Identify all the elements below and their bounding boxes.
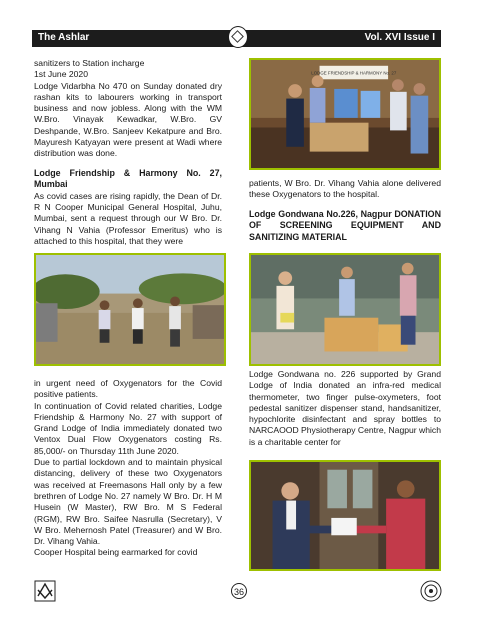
grand-lodge-seal-icon [420, 580, 442, 602]
paragraph: In continuation of Covid related charities, Lodge Friendship & Harmony No. 27 with support of Grand Lodge of India immediately donated two Ventox Dual Flow Oxygenators costing Rs. 85,000/- on Thursday 11th June 2020. [34, 400, 222, 456]
photo-handover-handshake [249, 460, 441, 571]
right-text [249, 178, 441, 243]
lodge-emblem-icon [228, 26, 248, 48]
paragraph: As covid cases are rising rapidly, the Dean of Dr. R N Cooper Municipal General Hospital, Juhu, Mumbai, sent a request through our W Bro. Dr. Vihang N Vahia (Professor Emeritus) who is attached to this hospital, that they were [34, 190, 222, 246]
paragraph: Due to partial lockdown and to maintain physical distancing, delivery of these two Oxygenators was received at Freemasons Hall only by a few brethren of Lodge No. 27 namely W Bro. Dr. H M Husein (W Master), RW Bro. M S Federal (RGM), RW Bro. Saifee Nasrulla (Secretary), V W Bro. Mehernosh Patel (Treasurer) and W Bro. Dr. Vihang Vahia. [34, 457, 222, 547]
paragraph: patients, W Bro. Dr. Vihang Vahia alone delivered these Oxygenators to the hospital. [249, 178, 441, 200]
date-line: 1st June 2020 [34, 69, 88, 80]
photo-screening-equipment-donation [249, 253, 441, 366]
photo-rashan-distribution [34, 253, 226, 366]
friendship-continued-text [34, 378, 222, 559]
paragraph: sanitizers to Station incharge [34, 58, 145, 68]
gondwana-text [249, 369, 441, 448]
paragraph: Lodge Vidarbha No 470 on Sunday donated dry rashan kits to labourers working in transport business and now jobless. Along with the WM W.Bro. Vinayak Kewadkar, W.Bro. GV Deshpande, W.Bro. Sanjeev Kekatpure and Bro. Mayuresh Katyayan were present at Wadi where distribution was done. [34, 80, 222, 159]
paragraph: Cooper Hospital being earmarked for covid [34, 547, 198, 558]
left-top-text [34, 58, 222, 247]
paragraph: Lodge Gondwana no. 226 supported by Grand Lodge of India donated an infra-red medical thermometer, two finger pulse-oxymeters, foot pedestal sanitizer dispenser stand, handsanitizer, hypochlorite disinfectant and spray bottles to NARCAOOD Physiotherapy Centre, Nagpur which is a charitable center for [249, 369, 442, 447]
banner-text: LODGE FRIENDSHIP & HARMONY No. 27 [311, 70, 397, 76]
section-heading: Lodge Friendship & Harmony No. 27, Mumbai [34, 167, 222, 190]
square-compass-emblem-icon [34, 580, 56, 602]
section-heading: Lodge Gondwana No.226, Nagpur DONATION OF SCREENING EQUIPMENT AND SANITIZING MATERIAL [249, 208, 441, 242]
photo-oxygenator-donation [249, 58, 441, 170]
journal-name: The Ashlar [38, 32, 90, 43]
page-number: 36 [231, 583, 247, 599]
paragraph: in urgent need of Oxygenators for the Covid positive patients. [34, 378, 222, 400]
issue-label: Vol. XVI Issue I [364, 32, 435, 43]
